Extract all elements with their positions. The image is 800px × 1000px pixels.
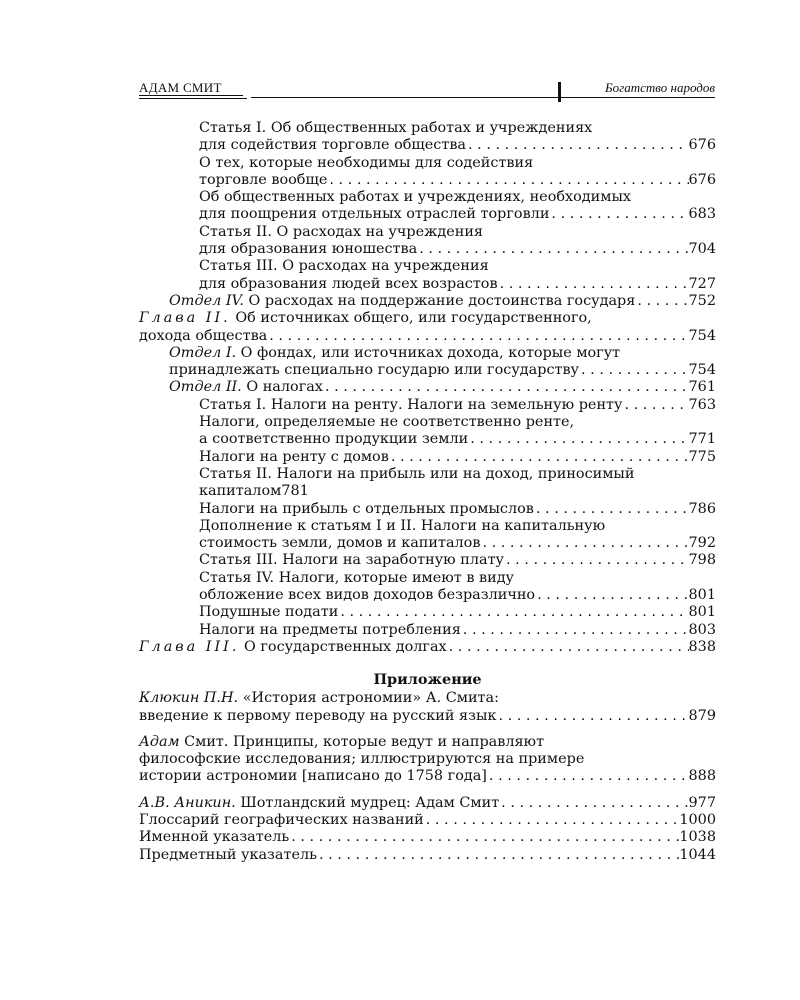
entry-title: Глоссарий географических названий bbox=[139, 811, 424, 828]
dot-leader bbox=[323, 379, 689, 396]
entry-prefix: А.В. Аникин. bbox=[139, 794, 236, 811]
page-number: 727 bbox=[688, 275, 716, 292]
toc-entry bbox=[139, 137, 716, 154]
toc-entry bbox=[139, 345, 716, 362]
appendix-entry bbox=[139, 708, 716, 725]
toc-entry bbox=[139, 206, 716, 223]
entry-title: Статья III. Налоги на заработную плату bbox=[199, 552, 504, 569]
entry-title: Подушные подати bbox=[199, 604, 339, 621]
entry-title: Статья II. О расходах на учреждения bbox=[199, 223, 483, 240]
entry-title: Налоги на прибыль с отдельных промыслов bbox=[199, 500, 534, 517]
entry-title: Статья IV. Налоги, которые имеют в виду bbox=[199, 569, 515, 586]
entry-title: Шотландский мудрец: Адам Смит bbox=[240, 794, 500, 811]
page-number: 888 bbox=[688, 768, 716, 785]
dot-leader bbox=[504, 552, 689, 569]
toc-entry bbox=[139, 293, 716, 310]
entry-title: дохода общества bbox=[139, 327, 268, 344]
dot-leader bbox=[267, 328, 688, 345]
toc-entry bbox=[139, 639, 716, 656]
page-number: 786 bbox=[688, 500, 716, 517]
page-number: 754 bbox=[688, 362, 716, 379]
toc-entry bbox=[139, 431, 716, 448]
toc-entry bbox=[139, 466, 716, 483]
page-number: 676 bbox=[688, 137, 716, 154]
dot-leader bbox=[480, 535, 688, 552]
toc-entry bbox=[139, 518, 716, 535]
entry-title: философские исследования; иллюстрируются на примере bbox=[139, 751, 585, 768]
page-number: 798 bbox=[688, 552, 716, 569]
dot-leader bbox=[579, 362, 689, 379]
dot-leader bbox=[534, 501, 689, 518]
running-head bbox=[139, 80, 715, 102]
page-number: 775 bbox=[688, 448, 716, 465]
entry-title: Об источниках общего, или государственного, bbox=[235, 310, 592, 327]
entry-title: а соответственно продукции земли bbox=[199, 431, 469, 448]
dot-leader bbox=[317, 847, 679, 864]
entry-prefix: Отдел I. bbox=[169, 344, 237, 361]
entry-title: истории астрономии [написано до 1758 года] bbox=[139, 768, 487, 785]
entry-title: для содействия торговле общества bbox=[199, 137, 467, 154]
toc-entry bbox=[139, 604, 716, 621]
entry-title: Налоги на предметы потребления bbox=[199, 621, 461, 638]
toc-entry bbox=[139, 328, 716, 345]
entry-spacer bbox=[139, 725, 716, 734]
toc-entry bbox=[139, 379, 716, 396]
appendix-entry bbox=[139, 751, 716, 768]
dot-leader bbox=[424, 812, 680, 829]
toc-entry bbox=[139, 449, 716, 466]
page-number: 763 bbox=[688, 396, 716, 413]
entry-title: Налоги на ренту с домов bbox=[199, 448, 389, 465]
page-number: 801 bbox=[688, 604, 716, 621]
entry-prefix: Клюкин П.Н. bbox=[139, 690, 239, 707]
entry-title: Статья I. Налоги на ренту. Налоги на земельную ренту bbox=[199, 396, 623, 413]
toc-entry bbox=[139, 483, 716, 500]
dot-leader bbox=[496, 708, 688, 725]
entry-title: Предметный указатель bbox=[139, 846, 317, 863]
dot-leader bbox=[289, 829, 679, 846]
toc-entry bbox=[139, 189, 716, 206]
toc-entry bbox=[139, 241, 716, 258]
page-number: 801 bbox=[688, 587, 716, 604]
toc-entry bbox=[139, 224, 716, 241]
page-number: 838 bbox=[688, 638, 716, 655]
page-number: 1000 bbox=[679, 811, 716, 828]
entry-spacer bbox=[139, 786, 716, 795]
page-number: 754 bbox=[688, 327, 716, 344]
dot-leader bbox=[389, 449, 689, 466]
toc-entry bbox=[139, 501, 716, 518]
dot-leader bbox=[622, 397, 688, 414]
toc-entry bbox=[139, 310, 716, 327]
entry-title: принадлежать специально государю или государству bbox=[169, 362, 580, 379]
entry-title: введение к первому переводу на русский язык bbox=[139, 707, 497, 724]
toc-entry bbox=[139, 552, 716, 569]
entry-title: Статья I. Об общественных работах и учреждениях bbox=[199, 120, 593, 136]
toc-entry bbox=[139, 397, 716, 414]
entry-title: Дополнение к статьям I и II. Налоги на капитальную bbox=[199, 517, 606, 534]
page-number: 1044 bbox=[679, 846, 716, 863]
toc-entry bbox=[139, 155, 716, 172]
dot-leader bbox=[327, 172, 688, 189]
dot-leader bbox=[635, 293, 688, 310]
entry-title: «История астрономии» А. Смита: bbox=[242, 690, 499, 707]
page-number: 771 bbox=[688, 431, 716, 448]
appendix-entry bbox=[139, 829, 716, 846]
page-number: 792 bbox=[688, 535, 716, 552]
toc-entry bbox=[139, 276, 716, 293]
appendix-entry bbox=[139, 734, 716, 751]
header-bracket bbox=[558, 82, 561, 102]
toc-entry bbox=[139, 570, 716, 587]
entry-title: Смит. Принципы, которые ведут и направляют bbox=[184, 733, 545, 750]
dot-leader bbox=[535, 587, 688, 604]
dot-leader bbox=[417, 241, 688, 258]
appendix-entry bbox=[139, 690, 716, 707]
entry-title: стоимость земли, домов и капиталов bbox=[199, 535, 481, 552]
running-head-author: АДАМ СМИТ bbox=[139, 80, 222, 95]
dot-leader bbox=[487, 768, 689, 785]
author-underline bbox=[139, 95, 243, 96]
page-number: 752 bbox=[688, 292, 716, 309]
entry-prefix: Адам bbox=[139, 733, 180, 750]
dot-leader bbox=[468, 431, 688, 448]
dot-leader bbox=[499, 795, 688, 812]
entry-prefix: Глава III. bbox=[139, 638, 240, 655]
toc-entry bbox=[139, 172, 716, 189]
entry-prefix: Глава II. bbox=[139, 310, 231, 327]
appendix-entry bbox=[139, 847, 716, 864]
dot-leader bbox=[498, 276, 689, 293]
entry-title: Именной указатель bbox=[139, 829, 290, 846]
page-number: 676 bbox=[688, 171, 716, 188]
entry-title: О расходах на поддержание достоинства государя bbox=[248, 292, 636, 309]
page-number: 879 bbox=[688, 707, 716, 724]
author-underline-second bbox=[139, 98, 247, 99]
toc-entry bbox=[139, 587, 716, 604]
page-number: 761 bbox=[688, 379, 716, 396]
toc-entry bbox=[139, 258, 716, 275]
appendix-entry bbox=[139, 768, 716, 785]
toc-entry bbox=[139, 120, 716, 137]
page-number: 683 bbox=[688, 206, 716, 223]
page-number: 977 bbox=[688, 794, 716, 811]
dot-leader bbox=[447, 639, 689, 656]
entry-title: торговле вообще bbox=[199, 171, 328, 188]
page-number: 803 bbox=[688, 621, 716, 638]
dot-leader bbox=[549, 206, 688, 223]
toc-entry bbox=[139, 535, 716, 552]
entry-prefix: Отдел II. bbox=[169, 379, 242, 396]
entry-title: для образования людей всех возрастов bbox=[199, 275, 498, 292]
toc-entry bbox=[139, 362, 716, 379]
entry-title: Статья II. Налоги на прибыль или на доход, приносимый bbox=[199, 465, 635, 482]
appendix-entry bbox=[139, 812, 716, 829]
appendix-entry bbox=[139, 795, 716, 812]
header-rule bbox=[251, 97, 715, 98]
entry-title: капиталом781 bbox=[199, 483, 309, 500]
entry-title: для поощрения отдельных отраслей торговли bbox=[199, 206, 550, 223]
appendix-heading: Приложение bbox=[373, 671, 482, 689]
entry-title: О налогах bbox=[246, 379, 323, 396]
page-number: 704 bbox=[688, 241, 716, 258]
running-head-book-title: Богатство народов bbox=[604, 80, 715, 95]
entry-title: О фондах, или источниках дохода, которые могут bbox=[240, 344, 621, 361]
dot-leader bbox=[338, 604, 688, 621]
entry-title: Налоги, определяемые не соответственно ренте, bbox=[199, 414, 575, 431]
entry-title: О государственных долгах bbox=[244, 638, 447, 655]
entry-title: Об общественных работах и учреждениях, необходимых bbox=[199, 189, 632, 206]
table-of-contents bbox=[139, 120, 716, 864]
entry-title: Статья III. О расходах на учреждения bbox=[199, 258, 489, 275]
toc-entry bbox=[139, 414, 716, 431]
dot-leader bbox=[461, 622, 689, 639]
entry-prefix: Отдел IV. bbox=[169, 292, 244, 309]
entry-title: О тех, которые необходимы для содействия bbox=[199, 154, 534, 171]
page-number: 1038 bbox=[679, 829, 716, 846]
entry-title: обложение всех видов доходов безразлично bbox=[199, 587, 536, 604]
dot-leader bbox=[466, 137, 689, 154]
entry-title: для образования юношества bbox=[199, 241, 418, 258]
toc-entry bbox=[139, 622, 716, 639]
